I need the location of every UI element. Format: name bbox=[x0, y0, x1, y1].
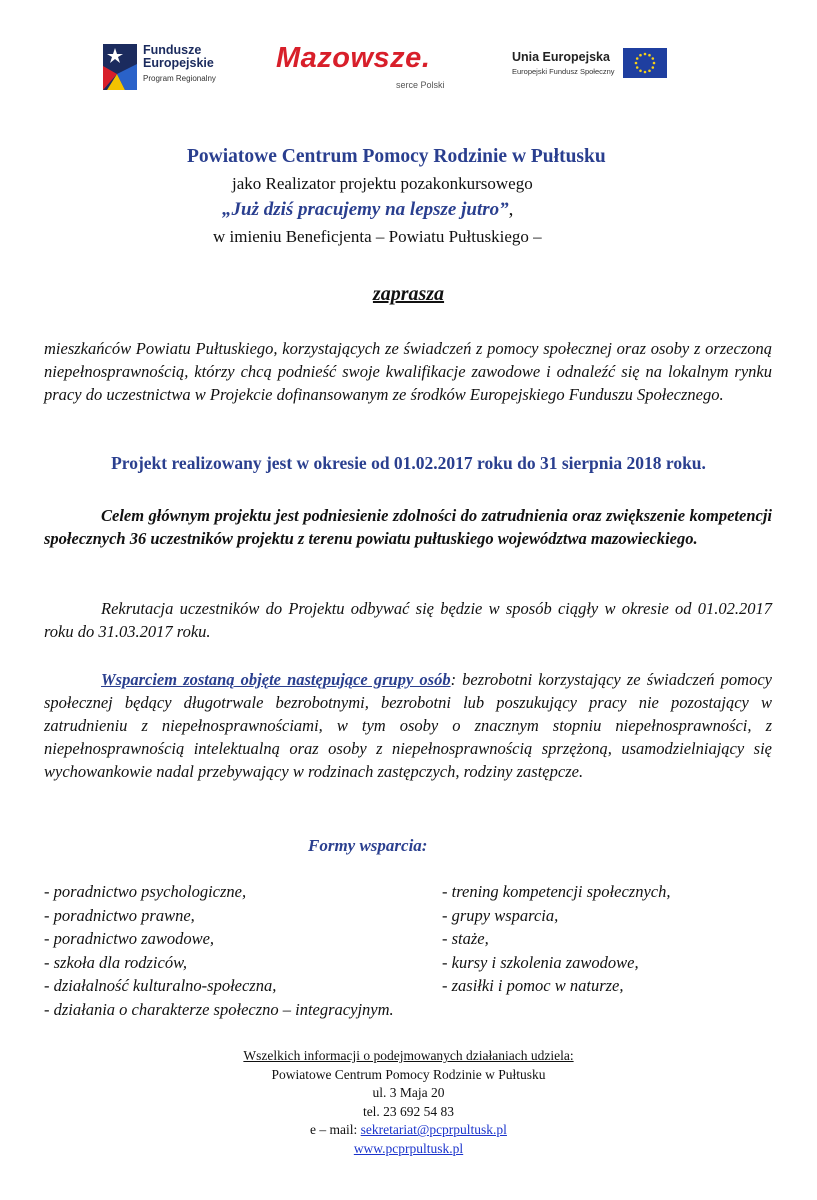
footer-email-label: e – mail: bbox=[310, 1122, 361, 1138]
project-title-comma: , bbox=[508, 199, 514, 220]
fundusze-europejskie-logo bbox=[103, 44, 216, 90]
form-right-item: - trening kompetencji społecznych, bbox=[442, 882, 671, 901]
list-item bbox=[44, 1000, 774, 1024]
footer-email-line bbox=[0, 1121, 817, 1140]
realizator-line: jako Realizator projektu pozakonkursowego bbox=[232, 174, 533, 193]
form-left-item: - szkoła dla rodziców, bbox=[44, 952, 187, 972]
form-left-item: - poradnictwo psychologiczne, bbox=[44, 882, 247, 901]
contact-footer bbox=[0, 1047, 817, 1159]
forms-list bbox=[44, 882, 774, 1024]
eu-flag-icon bbox=[623, 48, 667, 78]
project-title-text: „Już dziś pracujemy na lepsze jutro” bbox=[222, 199, 509, 220]
fe-line2: Europejskie bbox=[143, 56, 214, 70]
goal-paragraph: Celem głównym projektu jest podniesienie zdolności do zatrudnienia oraz zwiększenie kompetencji społecznych 36 uczestników projektu z terenu powiatu pułtuskiego województwa mazowieckiego. bbox=[44, 506, 772, 548]
project-period: Projekt realizowany jest w okresie od 01.02.2017 roku do 31 sierpnia 2018 roku. bbox=[111, 453, 706, 473]
organization-title: Powiatowe Centrum Pomocy Rodzinie w Pułtusku bbox=[187, 146, 606, 167]
footer-address: ul. 3 Maja 20 bbox=[372, 1085, 445, 1101]
form-right-item: - zasiłki i pomoc w naturze, bbox=[442, 976, 624, 996]
form-right-item: - grupy wsparcia, bbox=[442, 905, 559, 925]
list-item bbox=[44, 882, 774, 906]
footer-phone: tel. 23 692 54 83 bbox=[362, 1103, 455, 1119]
project-title bbox=[222, 199, 817, 221]
form-left-item: - działania o charakterze społeczno – integracyjnym. bbox=[44, 999, 394, 1019]
unia-europejska-logo bbox=[512, 48, 667, 78]
support-paragraph bbox=[44, 668, 772, 783]
form-right-item: - kursy i szkolenia zawodowe, bbox=[442, 952, 639, 972]
mazowsze-tagline: serce Polski bbox=[396, 80, 445, 90]
ue-line1: Unia Europejska bbox=[512, 50, 610, 64]
mazowsze-logo bbox=[276, 40, 476, 96]
list-item bbox=[44, 906, 774, 930]
invite-heading: zaprasza bbox=[372, 283, 445, 305]
footer-intro: Wszelkich informacji o podejmowanych działaniach udziela: bbox=[243, 1048, 574, 1063]
intro-paragraph: mieszkańców Powiatu Pułtuskiego, korzystających ze świadczeń z pomocy społecznej oraz osoby z orzeczoną niepełnosprawnością, którzy chcą podnieść swoje kwalifikacje zawodowe i odnaleźć się na lokalnym rynku pracy do uczestnictwa w Projekcie dofinansowanym ze środków Europejskiego Funduszu Społecznego. bbox=[44, 339, 772, 404]
logo-bar bbox=[0, 40, 817, 100]
forms-heading: Formy wsparcia: bbox=[308, 836, 428, 855]
website-link[interactable]: www.pcprpultusk.pl bbox=[353, 1140, 464, 1156]
form-left-item: - poradnictwo prawne, bbox=[44, 905, 195, 925]
footer-website-line bbox=[0, 1140, 817, 1159]
list-item bbox=[44, 929, 774, 953]
mazowsze-wordmark: Mazowsze. bbox=[276, 42, 431, 74]
form-left-item: - poradnictwo zawodowe, bbox=[44, 929, 215, 949]
support-text: : bezrobotni korzystający ze świadczeń pomocy społecznej będący długotrwale bezrobotnymi, bezrobotni lub poszukujący pracy nie pozostający w zatrudnieniu z niepełnosprawnościami, w tym osoby o znacznym stopniu niepełnosprawności, z niepełnosprawnością intelektualną oraz osoby z niepełnosprawnością sprzężoną, usamodzielniający się wychowankowie nadal przebywający w rodzinach zastępczych, rodziny zastępcze. bbox=[44, 670, 772, 781]
email-link[interactable]: sekretariat@pcprpultusk.pl bbox=[360, 1122, 507, 1138]
ue-line2: Europejski Fundusz Społeczny bbox=[512, 67, 615, 76]
form-right-item: - staże, bbox=[442, 929, 489, 949]
support-lead: Wsparciem zostaną objęte następujące grupy osób bbox=[101, 670, 451, 689]
form-left-item: - działalność kulturalno-społeczna, bbox=[44, 976, 277, 996]
fe-line1: Fundusze bbox=[143, 43, 202, 57]
footer-org: Powiatowe Centrum Pomocy Rodzinie w Pułtusku bbox=[271, 1066, 546, 1082]
fundusze-europejskie-icon bbox=[103, 44, 137, 90]
fe-line3: Program Regionalny bbox=[143, 74, 216, 83]
list-item bbox=[44, 953, 774, 977]
list-item bbox=[44, 976, 774, 1000]
beneficiary-line: w imieniu Beneficjenta – Powiatu Pułtuskiego – bbox=[213, 227, 542, 246]
recruitment-paragraph: Rekrutacja uczestników do Projektu odbywać się będzie w sposób ciągły w okresie od 01.02.2017 roku do 31.03.2017 roku. bbox=[44, 599, 772, 641]
